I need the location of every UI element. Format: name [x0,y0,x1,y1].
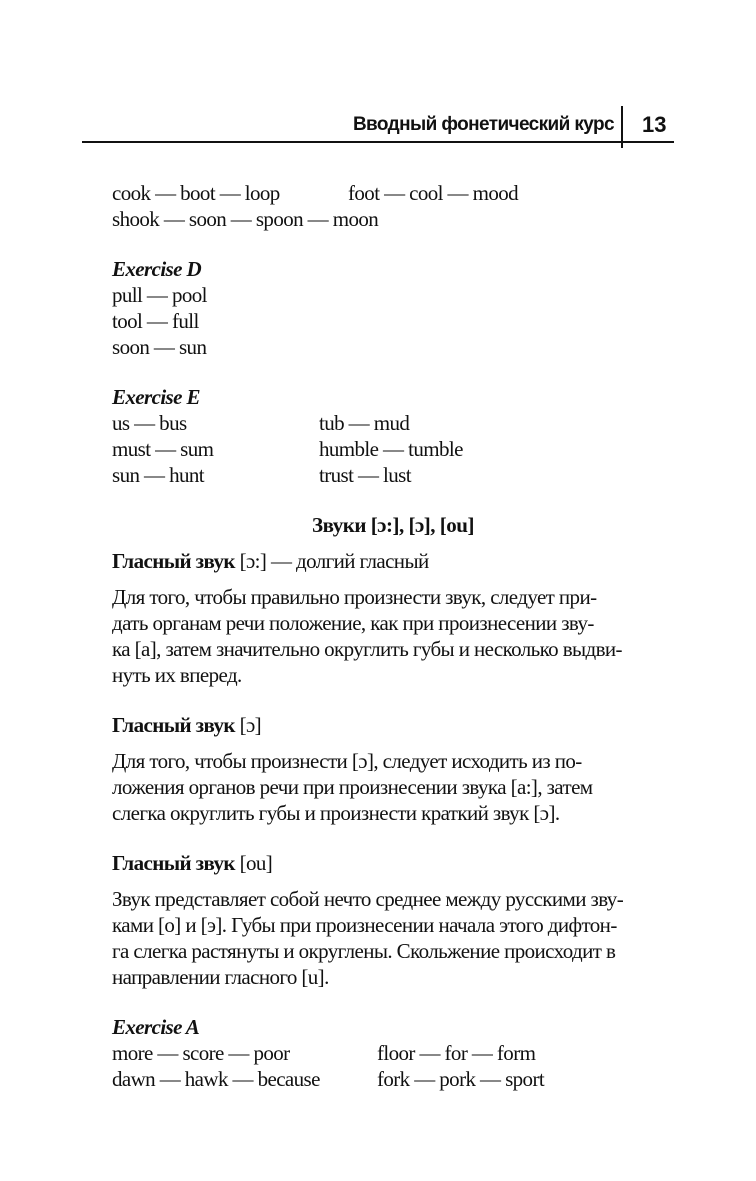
word-group: cook — boot — loop [112,181,280,205]
paragraph-line: дать органам речи положение, как при произнесении зву- [112,611,594,635]
paragraph-line: Звук представляет собой нечто среднее между русскими зву- [112,887,624,911]
word-group: floor — for — form [377,1041,536,1065]
vowel-long-heading [112,548,674,574]
word-group: us — bus [112,411,187,435]
exercise-a-title: Exercise A [112,1015,200,1039]
word-row: shook — soon — spoon — moon [112,207,379,231]
word-row [112,1066,674,1092]
running-header [82,100,674,148]
word-row [112,1040,674,1066]
word-row: tool — full [112,309,199,333]
word-group: more — score — poor [112,1041,290,1065]
paragraph-line: нуть их вперед. [112,663,242,687]
word-row [112,180,674,206]
paragraph-line: слегка округлить губы и произнести краткий звук [ɔ]. [112,801,560,825]
word-group: dawn — hawk — because [112,1067,320,1091]
vowel-diphthong-heading [112,850,674,876]
word-row [112,410,674,436]
word-group: foot — cool — mood [348,181,519,205]
header-title: Вводный фонетический курс [352,114,614,135]
word-group: must — sum [112,437,214,461]
word-group: fork — pork — sport [377,1067,545,1091]
phonetic-symbol: [ɔ] [239,713,262,737]
paragraph-line: ками [о] и [э]. Губы при произнесении начала этого дифтон- [112,913,617,937]
word-group: sun — hunt [112,463,205,487]
paragraph-line: ка [a], затем значительно округлить губы и несколько выдви- [112,637,622,661]
exercise-d-title: Exercise D [112,257,202,281]
phonetic-symbol: [ou] [239,851,273,875]
heading-label: Гласный звук [112,549,235,573]
paragraph-line: га слегка растянуты и округлены. Скольжение происходит в [112,939,616,963]
phonetic-symbol: [ɔ:] [239,549,267,573]
paragraph-line: направлении гласного [u]. [112,965,329,989]
exercise-e-title: Exercise E [112,385,200,409]
word-row [112,462,674,488]
heading-note: — долгий гласный [266,549,429,573]
word-row [112,436,674,462]
header-rule [82,141,674,143]
paragraph-line: Для того, чтобы правильно произнести звук, следует при- [112,585,597,609]
word-group: trust — lust [319,463,411,487]
word-group: humble — tumble [319,437,463,461]
vowel-short-heading [112,712,674,738]
page-number: 13 [642,112,667,137]
page-content [112,180,674,1092]
heading-label: Гласный звук [112,713,235,737]
section-title: Звуки [ɔ:], [ɔ], [ou] [312,513,474,537]
word-row: soon — sun [112,335,207,359]
paragraph-line: ложения органов речи при произнесении звука [a:], затем [112,775,593,799]
word-group: tub — mud [319,411,410,435]
word-row: pull — pool [112,283,207,307]
heading-label: Гласный звук [112,851,235,875]
paragraph-line: Для того, чтобы произнести [ɔ], следует исходить из по- [112,749,582,773]
